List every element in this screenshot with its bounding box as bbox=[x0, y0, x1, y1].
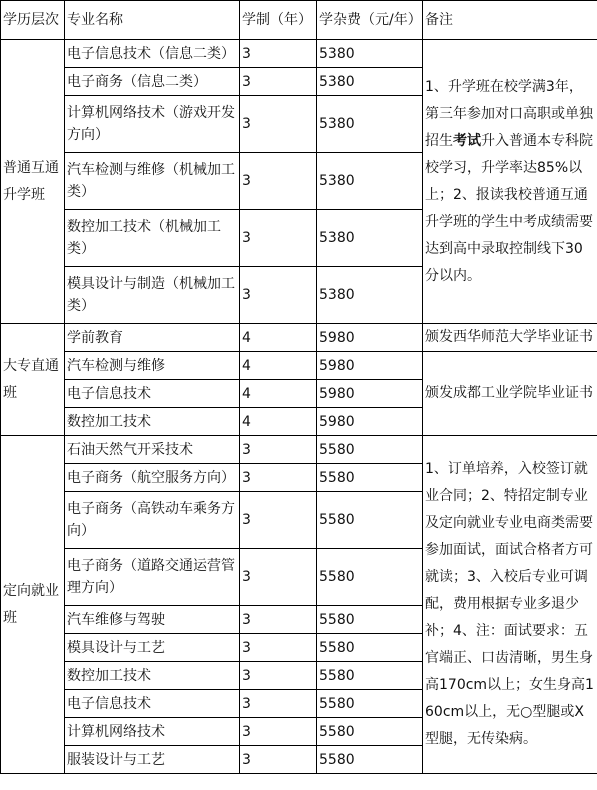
major-cell: 数控加工技术（机械加工类） bbox=[65, 210, 240, 267]
fee-cell: 5580 bbox=[317, 436, 423, 464]
major-cell: 电子商务（道路交通运营管理方向） bbox=[65, 549, 240, 606]
fee-cell: 5580 bbox=[317, 718, 423, 746]
major-cell: 计算机网络技术（游戏开发方向） bbox=[65, 96, 240, 153]
major-cell: 电子商务（高铁动车乘务方向） bbox=[65, 492, 240, 549]
fee-cell: 5980 bbox=[317, 408, 423, 436]
fee-cell: 5380 bbox=[317, 210, 423, 267]
years-cell: 4 bbox=[240, 352, 317, 380]
years-cell: 3 bbox=[240, 746, 317, 774]
fee-cell: 5380 bbox=[317, 153, 423, 210]
years-cell: 3 bbox=[240, 68, 317, 96]
major-cell: 模具设计与制造（机械加工类） bbox=[65, 267, 240, 324]
fee-cell: 5580 bbox=[317, 464, 423, 492]
note-text: 1、升学班在校学满3年，第三年参加对口高职或单独招生 bbox=[425, 78, 593, 149]
major-cell: 石油天然气开采技术 bbox=[65, 436, 240, 464]
note-bold-text: 考试 bbox=[453, 132, 481, 149]
major-cell: 模具设计与工艺 bbox=[65, 634, 240, 662]
header-fee: 学杂费（元/年） bbox=[317, 1, 423, 40]
years-cell: 3 bbox=[240, 549, 317, 606]
years-cell: 3 bbox=[240, 267, 317, 324]
note-cell: 颁发成都工业学院毕业证书 bbox=[423, 352, 597, 436]
fee-cell: 5380 bbox=[317, 40, 423, 68]
fee-cell: 5380 bbox=[317, 96, 423, 153]
header-major: 专业名称 bbox=[65, 1, 240, 40]
fee-cell: 5580 bbox=[317, 634, 423, 662]
years-cell: 3 bbox=[240, 634, 317, 662]
fee-cell: 5380 bbox=[317, 267, 423, 324]
years-cell: 3 bbox=[240, 153, 317, 210]
fee-cell: 5580 bbox=[317, 606, 423, 634]
major-cell: 数控加工技术 bbox=[65, 662, 240, 690]
fee-cell: 5580 bbox=[317, 690, 423, 718]
major-cell: 电子信息技术（信息二类） bbox=[65, 40, 240, 68]
fee-cell: 5580 bbox=[317, 662, 423, 690]
years-cell: 3 bbox=[240, 464, 317, 492]
table-row bbox=[1, 436, 597, 464]
fee-cell: 5580 bbox=[317, 549, 423, 606]
fee-cell: 5980 bbox=[317, 352, 423, 380]
major-cell: 电子商务（信息二类） bbox=[65, 68, 240, 96]
note-text: 升入普通本专科院校学习，升学率达85%以上；2、报读我校普通互通升学班的学生中考成绩需要达到高中录取控制线下30分以内。 bbox=[425, 132, 593, 284]
table-row bbox=[1, 40, 597, 68]
years-cell: 3 bbox=[240, 606, 317, 634]
note-cell: 颁发西华师范大学毕业证书 bbox=[423, 324, 597, 352]
years-cell: 3 bbox=[240, 96, 317, 153]
table-row bbox=[1, 324, 597, 352]
years-cell: 4 bbox=[240, 408, 317, 436]
years-cell: 3 bbox=[240, 40, 317, 68]
fee-cell: 5980 bbox=[317, 324, 423, 352]
years-cell: 3 bbox=[240, 718, 317, 746]
fee-cell: 5380 bbox=[317, 68, 423, 96]
major-cell: 电子信息技术 bbox=[65, 690, 240, 718]
fee-cell: 5580 bbox=[317, 746, 423, 774]
years-cell: 3 bbox=[240, 690, 317, 718]
fee-cell: 5580 bbox=[317, 492, 423, 549]
years-cell: 3 bbox=[240, 662, 317, 690]
note-cell: 1、订单培养，入校签订就业合同；2、特招定制专业及定向就业专业电商类需要参加面试，面试合格者方可就读；3、入校后专业可调配，费用根据专业多退少补；4、注：面试要求：五官端正、口齿清晰，男生身高170cm以上；女生身高160cm以上，无○型腿或X型腿，无传染病。 bbox=[423, 436, 597, 774]
years-cell: 3 bbox=[240, 436, 317, 464]
years-cell: 3 bbox=[240, 210, 317, 267]
major-cell: 汽车维修与驾驶 bbox=[65, 606, 240, 634]
years-cell: 4 bbox=[240, 324, 317, 352]
major-cell: 电子商务（航空服务方向） bbox=[65, 464, 240, 492]
major-cell: 服装设计与工艺 bbox=[65, 746, 240, 774]
major-cell: 学前教育 bbox=[65, 324, 240, 352]
fee-cell: 5980 bbox=[317, 380, 423, 408]
years-cell: 3 bbox=[240, 492, 317, 549]
major-cell: 数控加工技术 bbox=[65, 408, 240, 436]
header-row bbox=[1, 1, 597, 40]
level-cell: 定向就业班 bbox=[1, 436, 65, 774]
table-row bbox=[1, 352, 597, 380]
header-years: 学制（年） bbox=[240, 1, 317, 40]
years-cell: 4 bbox=[240, 380, 317, 408]
note-cell bbox=[423, 40, 597, 324]
level-cell: 普通互通升学班 bbox=[1, 40, 65, 324]
header-level: 学历层次 bbox=[1, 1, 65, 40]
major-cell: 汽车检测与维修 bbox=[65, 352, 240, 380]
major-cell: 计算机网络技术 bbox=[65, 718, 240, 746]
major-cell: 电子信息技术 bbox=[65, 380, 240, 408]
header-note: 备注 bbox=[423, 1, 597, 40]
major-cell: 汽车检测与维修（机械加工类） bbox=[65, 153, 240, 210]
level-cell: 大专直通班 bbox=[1, 324, 65, 436]
